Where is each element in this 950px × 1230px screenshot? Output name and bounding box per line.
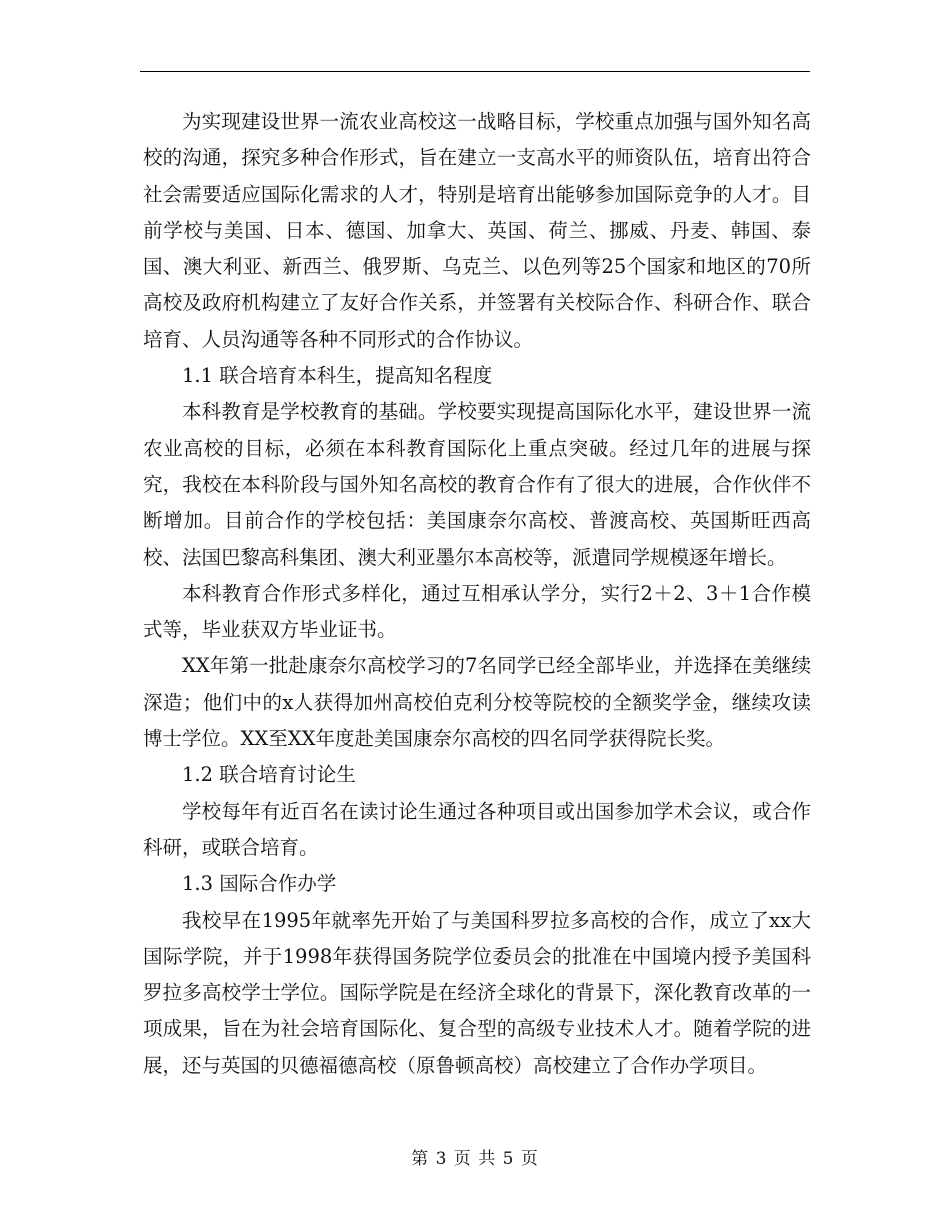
- paragraph-cooperative-schooling: 我校早在1995年就率先开始了与美国科罗拉多高校的合作，成立了xx大国际学院，并于1998年获得国务院学位委员会的批准在中国境内授予美国科罗拉多高校学士学位。国际学院是在经济全球化的背景下，深化教育改革的一项成果，旨在为社会培育国际化、复合型的高级专业技术人才。随着学院的进展，还与英国的贝德福德高校（原鲁顿高校）高校建立了合作办学项目。: [143, 908, 811, 1077]
- page-footer: 第 3 页 共 5 页: [411, 1149, 539, 1169]
- paragraph-graduate-students: 学校每年有近百名在读讨论生通过各种项目或出国参加学术会议，或合作科研，或联合培育。: [143, 799, 811, 859]
- section-heading-1-2: 1.2 联合培育讨论生: [182, 763, 356, 787]
- paragraph-cornell-graduates: XX年第一批赴康奈尔高校学习的7名同学已经全部毕业，并选择在美继续深造；他们中的x人获得加州高校伯克利分校等院校的全额奖学金，继续攻读博士学位。XX至XX年度赴美国康奈尔高校的四名同学获得院长奖。: [143, 654, 811, 751]
- paragraph-undergrad-forms: 本科教育合作形式多样化，通过互相承认学分，实行2＋2、3＋1合作模式等，毕业获双方毕业证书。: [143, 581, 811, 642]
- paragraph-undergrad-basis: 本科教育是学校教育的基础。学校要实现提高国际化水平，建设世界一流农业高校的目标，必须在本科教育国际化上重点突破。经过几年的进展与探究，我校在本科阶段与国外知名高校的教育合作有了很大的进展，合作伙伴不断增加。目前合作的学校包括：美国康奈尔高校、普渡高校、英国斯旺西高校、法国巴黎高科集团、澳大利亚墨尔本高校等，派遣同学规模逐年增长。: [143, 400, 811, 569]
- section-heading-1-1: 1.1 联合培育本科生，提高知名程度: [182, 364, 493, 388]
- document-body: [143, 104, 811, 1084]
- paragraph-intro: 为实现建设世界一流农业高校这一战略目标，学校重点加强与国外知名高校的沟通，探究多种合作形式，旨在建立一支高水平的师资队伍，培育出符合社会需要适应国际化需求的人才，特别是培育出能够参加国际竞争的人才。目前学校与美国、日本、德国、加拿大、英国、荷兰、挪威、丹麦、韩国、泰国、澳大利亚、新西兰、俄罗斯、乌克兰、以色列等25个国家和地区的70所高校及政府机构建立了友好合作关系，并签署有关校际合作、科研合作、联合培育、人员沟通等各种不同形式的合作协议。: [143, 110, 811, 351]
- header-rule: [140, 71, 810, 72]
- section-heading-1-3: 1.3 国际合作办学: [182, 872, 337, 896]
